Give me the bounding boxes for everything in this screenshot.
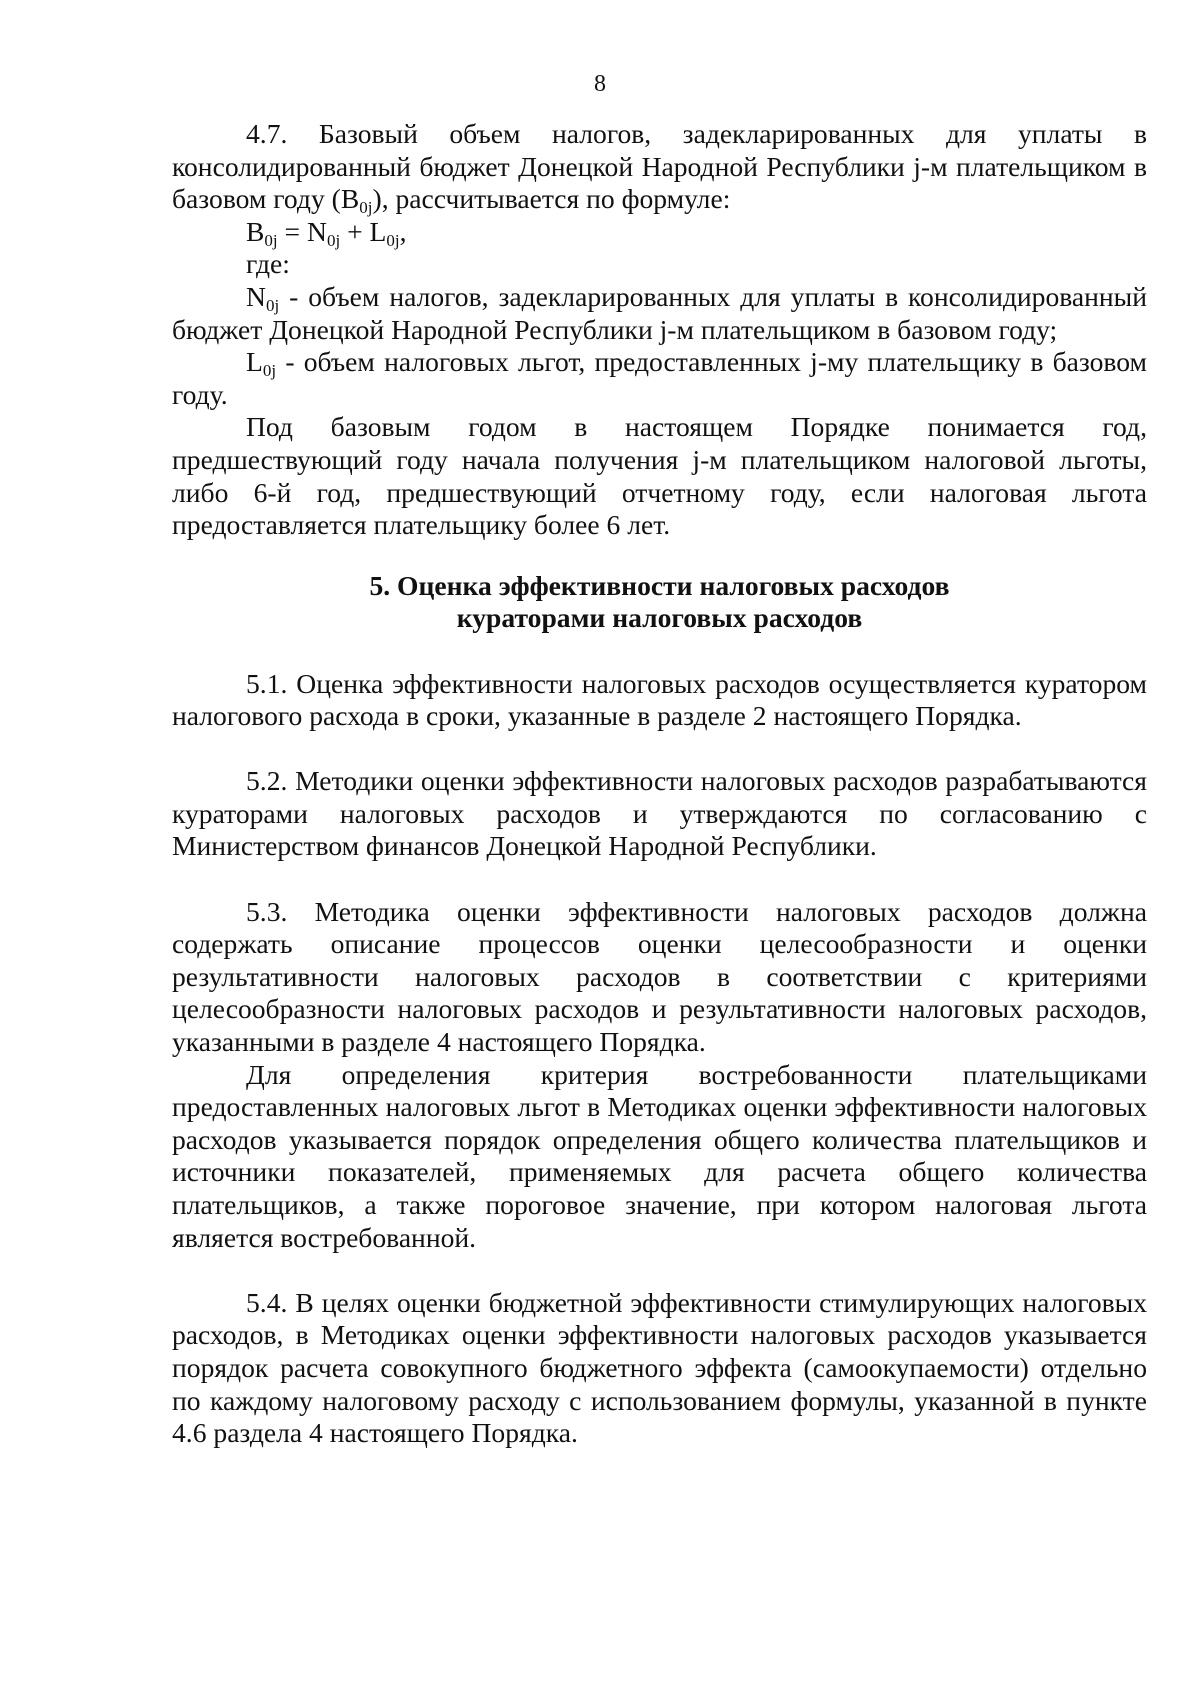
definition-text: - объем налогов, задекларированных для уплаты в консолидированный бюджет Донецкой Народной Республики j-м плательщиком в базовом году; bbox=[172, 280, 1147, 345]
subscript: 0j bbox=[262, 361, 277, 381]
formula-symbol-l: + L bbox=[340, 215, 387, 247]
document-body bbox=[172, 118, 1147, 1450]
formula-symbol-b: B bbox=[246, 215, 265, 247]
section-5-heading bbox=[172, 570, 1147, 635]
paragraph-5-1: 5.1. Оценка эффективности налоговых расходов осуществляется куратором налогового расхода в сроки, указанные в разделе 2 настоящего Порядка. bbox=[172, 667, 1147, 732]
definition-symbol: L bbox=[246, 346, 263, 378]
paragraph-4-7-text: 4.7. Базовый объем налогов, задекларированных для уплаты в консолидированный бюджет Донецкой Народной Республики j-м плательщиком в базовом году (B bbox=[172, 118, 1147, 215]
paragraph-base-year: Под базовым годом в настоящем Порядке понимается год, предшествующий году начала получения j-м плательщиком налоговой льготы, либо 6-й год, предшествующий отчетному году, если налоговая льгота предоставляется плательщику более 6 лет. bbox=[172, 411, 1147, 541]
spacer bbox=[172, 635, 1147, 668]
paragraph-5-4: 5.4. В целях оценки бюджетной эффективности стимулирующих налоговых расходов, в Методиках оценки эффективности налоговых расходов указывается порядок расчета совокупного бюджетного эффекта (самоокупаемости) отдельно по каждому налоговому расходу с использованием формулы, указанной в пункте 4.6 раздела 4 настоящего Порядка. bbox=[172, 1286, 1147, 1449]
paragraph-4-7 bbox=[172, 118, 1147, 216]
spacer bbox=[172, 863, 1147, 896]
where-label: где: bbox=[246, 248, 290, 280]
paragraph-5-3-continued: Для определения критерия востребованности плательщиками предоставленных налоговых льгот в Методиках оценки эффективности налоговых расходов указывается порядок определения общего количества плательщиков и источники показателей, применяемых для расчета общего количества плательщиков, а также пороговое значение, при котором налоговая льгота является востребованной. bbox=[172, 1058, 1147, 1253]
paragraph-5-3: 5.3. Методика оценки эффективности налоговых расходов должна содержать описание процессов оценки целесообразности и оценки результативности налоговых расходов в соответствии с критериями целесообразности налоговых расходов и результативности налоговых расходов, указанными в разделе 4 настоящего Порядка. bbox=[172, 895, 1147, 1058]
spacer bbox=[172, 733, 1147, 766]
definition-l0j bbox=[172, 346, 1147, 411]
formula-symbol-n: = N bbox=[277, 215, 327, 247]
spacer bbox=[172, 1254, 1147, 1287]
subscript: 0j bbox=[326, 230, 341, 250]
formula-end: , bbox=[399, 215, 407, 247]
section-title-line: 5. Оценка эффективности налоговых расходов bbox=[369, 569, 950, 601]
paragraph-4-7-tail: ), рассчитывается по формуле: bbox=[372, 183, 731, 215]
definition-symbol: N bbox=[246, 280, 266, 312]
subscript: 0j bbox=[359, 198, 373, 218]
subscript: 0j bbox=[386, 230, 400, 250]
paragraph-5-2: 5.2. Методики оценки эффективности налоговых расходов разрабатываются кураторами налоговых расходов и утверждаются по согласованию с Министерством финансов Донецкой Народной Республики. bbox=[172, 765, 1147, 862]
formula-line bbox=[172, 216, 1147, 249]
subscript: 0j bbox=[265, 295, 280, 315]
page-number: 8 bbox=[594, 71, 606, 97]
section-title-line: кураторами налоговых расходов bbox=[456, 602, 863, 634]
subscript: 0j bbox=[264, 230, 278, 250]
definition-n0j bbox=[172, 281, 1147, 346]
definition-text: - объем налоговых льгот, предоставленных j-му плательщику в базовом году. bbox=[172, 346, 1147, 410]
